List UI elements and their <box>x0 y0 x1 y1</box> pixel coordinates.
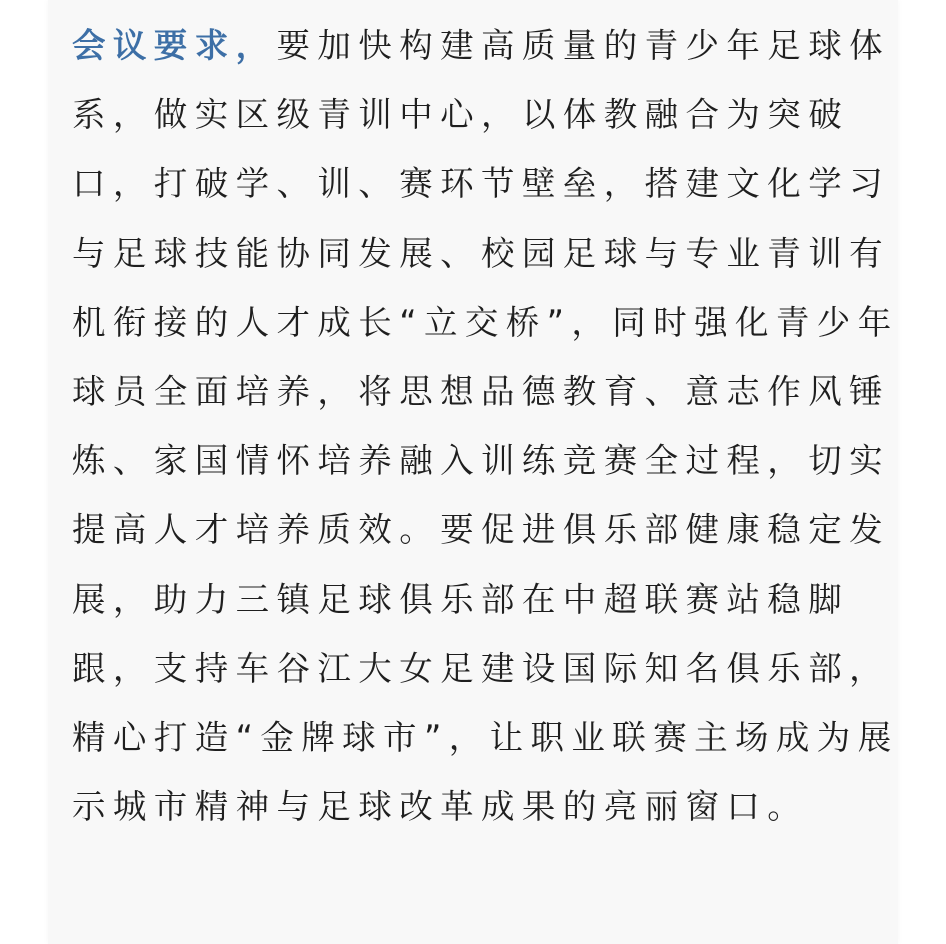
article-text <box>72 11 899 841</box>
article-line: 跟，支持车谷江大女足建设国际知名俱乐部， <box>72 648 890 688</box>
article-line: 与足球技能协同发展、校园足球与专业青训有 <box>72 233 890 273</box>
article-lead: 会议要求， <box>72 26 277 65</box>
article-line: 提高人才培养质效。要促进俱乐部健康稳定发 <box>72 510 890 550</box>
article-line: 口，打破学、训、赛环节壁垒，搭建文化学习 <box>72 164 890 204</box>
article-line: 展，助力三镇足球俱乐部在中超联赛站稳脚 <box>72 579 850 619</box>
article-line: 示城市精神与足球改革成果的亮丽窗口。 <box>72 787 809 827</box>
article-line: 系，做实区级青训中心，以体教融合为突破 <box>72 95 850 135</box>
article-line <box>72 11 890 80</box>
article-line: 球员全面培养，将思想品德教育、意志作风锤 <box>72 371 890 411</box>
article-line-text: 要加快构建高质量的青少年足球体 <box>276 26 890 65</box>
article-line: 炼、家国情怀培养融入训练竞赛全过程，切实 <box>72 441 890 481</box>
article-line: 机衔接的人才成长“立交桥”，同时强化青少年 <box>72 302 899 342</box>
article-line: 精心打造“金牌球市”，让职业联赛主场成为展 <box>72 717 899 757</box>
